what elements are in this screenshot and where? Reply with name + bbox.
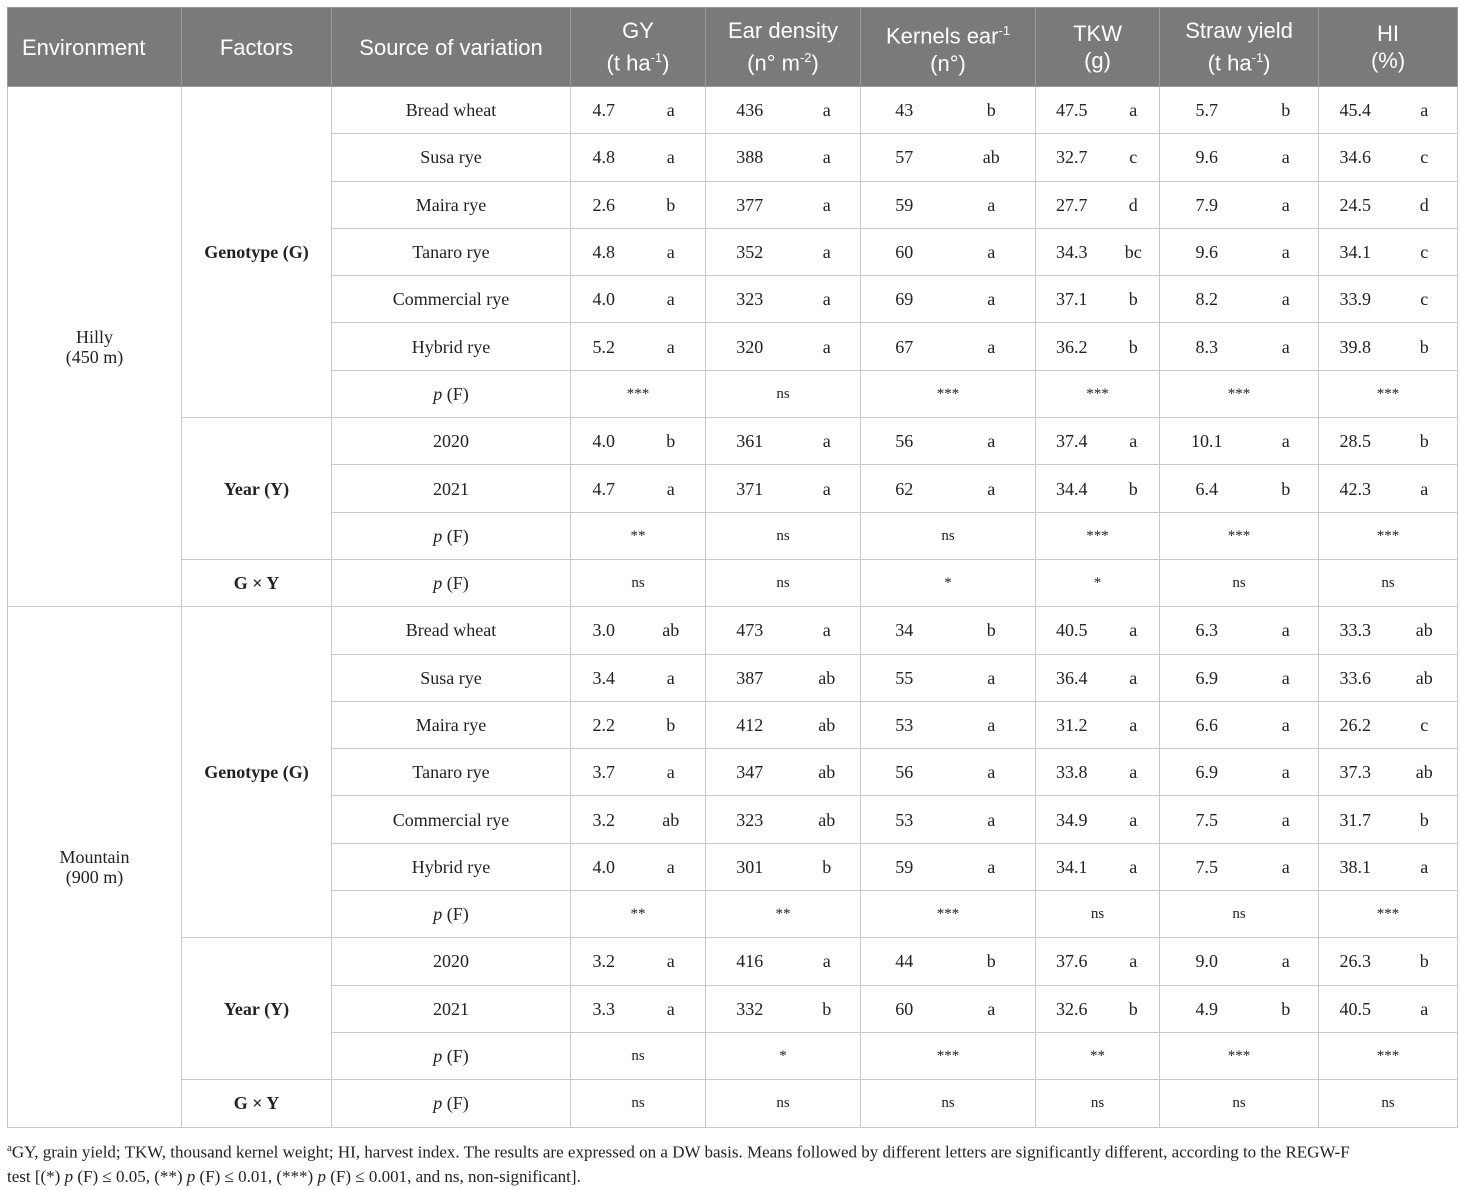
significance-cell: ns	[706, 559, 861, 606]
value-cell: 33.3	[1319, 607, 1392, 654]
letter-cell: ab	[1392, 654, 1458, 701]
source-cell: Commercial rye	[332, 796, 571, 843]
p-label	[332, 891, 571, 938]
value-cell: 34	[861, 607, 948, 654]
significance-cell: ***	[1036, 370, 1160, 417]
letter-cell: a	[1108, 87, 1160, 134]
value-cell: 39.8	[1319, 323, 1392, 370]
source-cell: Maira rye	[332, 181, 571, 228]
letter-cell: a	[1392, 985, 1458, 1032]
significance-cell: ***	[861, 1032, 1036, 1079]
letter-cell: a	[794, 323, 861, 370]
value-cell: 332	[706, 985, 794, 1032]
value-cell: 4.9	[1160, 985, 1254, 1032]
significance-cell: *	[1036, 559, 1160, 606]
footnote: $^a$GY, grain yield; TKW, thousand kernel weight; HI, harvest index. The results are expressed on a DW basis. Means followed by different letters are significantly different, according to the REGW-F test [(*) p (F) ≤ 0.05, (**) p (F) ≤ 0.01, (***) p (F) ≤ 0.001, and ns, non-significant].	[7, 1142, 1350, 1186]
value-cell: 24.5	[1319, 181, 1392, 228]
value-cell: 37.1	[1036, 276, 1108, 323]
letter-cell: b	[1392, 323, 1458, 370]
letter-cell: ab	[948, 134, 1036, 181]
letter-cell: a	[1254, 938, 1319, 985]
letter-cell: a	[794, 938, 861, 985]
value-cell: 37.4	[1036, 418, 1108, 465]
value-cell: 33.9	[1319, 276, 1392, 323]
value-cell: 301	[706, 843, 794, 890]
value-cell: 416	[706, 938, 794, 985]
letter-cell: a	[794, 228, 861, 275]
value-cell: 473	[706, 607, 794, 654]
value-cell: 44	[861, 938, 948, 985]
significance-cell: ***	[1160, 1032, 1319, 1079]
letter-cell: a	[1392, 465, 1458, 512]
significance-cell: **	[571, 512, 706, 559]
environment-altitude: (900 m)	[65, 866, 124, 887]
value-cell: 4.0	[571, 276, 637, 323]
letter-cell: a	[794, 134, 861, 181]
value-cell: 36.2	[1036, 323, 1108, 370]
header-kernels: Kernels ear$^{-1}$ (n°)	[861, 8, 1036, 87]
value-cell: 59	[861, 181, 948, 228]
value-cell: 3.3	[571, 985, 637, 1032]
factor-interaction: G × Y	[182, 559, 332, 606]
source-cell: Tanaro rye	[332, 749, 571, 796]
p-label	[332, 512, 571, 559]
table-row	[8, 559, 1458, 606]
value-cell: 8.3	[1160, 323, 1254, 370]
significance-cell: *	[861, 559, 1036, 606]
letter-cell: ab	[1392, 749, 1458, 796]
letter-cell: ab	[794, 701, 861, 748]
letter-cell: b	[794, 985, 861, 1032]
value-cell: 3.2	[571, 796, 637, 843]
value-cell: 34.3	[1036, 228, 1108, 275]
source-cell: Maira rye	[332, 701, 571, 748]
value-cell: 361	[706, 418, 794, 465]
value-cell: 59	[861, 843, 948, 890]
letter-cell: a	[948, 749, 1036, 796]
letter-cell: b	[948, 938, 1036, 985]
value-cell: 323	[706, 796, 794, 843]
letter-cell: a	[637, 654, 706, 701]
letter-cell: a	[1108, 843, 1160, 890]
letter-cell: a	[1108, 418, 1160, 465]
letter-cell: ab	[1392, 607, 1458, 654]
letter-cell: ab	[637, 796, 706, 843]
significance-cell: ns	[861, 512, 1036, 559]
environment-name: Hilly	[75, 326, 113, 347]
value-cell: 56	[861, 418, 948, 465]
significance-cell: **	[706, 891, 861, 938]
value-cell: 3.2	[571, 938, 637, 985]
letter-cell: a	[948, 323, 1036, 370]
letter-cell: a	[1254, 323, 1319, 370]
value-cell: 34.6	[1319, 134, 1392, 181]
letter-cell: a	[637, 323, 706, 370]
letter-cell: ab	[794, 796, 861, 843]
value-cell: 377	[706, 181, 794, 228]
letter-cell: a	[1254, 418, 1319, 465]
letter-cell: c	[1392, 276, 1458, 323]
value-cell: 387	[706, 654, 794, 701]
factor-genotype: Genotype (G)	[182, 607, 332, 938]
source-cell: 2021	[332, 985, 571, 1032]
f-symbol: (F)	[442, 525, 469, 546]
value-cell: 31.2	[1036, 701, 1108, 748]
value-cell: 34.1	[1319, 228, 1392, 275]
letter-cell: a	[1254, 134, 1319, 181]
header-factors: Factors	[182, 8, 332, 87]
p-label	[332, 1032, 571, 1079]
letter-cell: b	[1254, 465, 1319, 512]
significance-cell: *	[706, 1032, 861, 1079]
significance-cell: ns	[706, 1080, 861, 1127]
value-cell: 31.7	[1319, 796, 1392, 843]
value-cell: 62	[861, 465, 948, 512]
letter-cell: a	[1108, 701, 1160, 748]
letter-cell: b	[637, 418, 706, 465]
value-cell: 56	[861, 749, 948, 796]
value-cell: 26.2	[1319, 701, 1392, 748]
f-symbol: (F)	[442, 1093, 469, 1114]
value-cell: 34.1	[1036, 843, 1108, 890]
letter-cell: a	[637, 465, 706, 512]
letter-cell: a	[794, 607, 861, 654]
environment-cell	[8, 607, 182, 1127]
value-cell: 7.5	[1160, 796, 1254, 843]
letter-cell: a	[948, 276, 1036, 323]
value-cell: 6.9	[1160, 749, 1254, 796]
value-cell: 3.0	[571, 607, 637, 654]
significance-cell: ***	[1319, 512, 1458, 559]
letter-cell: b	[637, 181, 706, 228]
source-cell: Tanaro rye	[332, 228, 571, 275]
letter-cell: b	[1108, 465, 1160, 512]
letter-cell: b	[1108, 323, 1160, 370]
value-cell: 40.5	[1319, 985, 1392, 1032]
value-cell: 6.6	[1160, 701, 1254, 748]
significance-cell: ***	[1319, 370, 1458, 417]
environment-name: Mountain	[59, 846, 130, 867]
source-cell: Bread wheat	[332, 87, 571, 134]
letter-cell: a	[794, 181, 861, 228]
letter-cell: b	[1392, 938, 1458, 985]
letter-cell: b	[1254, 985, 1319, 1032]
value-cell: 53	[861, 796, 948, 843]
letter-cell: a	[794, 276, 861, 323]
environment-altitude: (450 m)	[65, 346, 124, 367]
significance-cell: ns	[571, 1032, 706, 1079]
factor-year: Year (Y)	[182, 938, 332, 1080]
header-gy: GY (t $ha^{-1}$)	[571, 8, 706, 87]
table-header	[8, 8, 1458, 87]
value-cell: 2.6	[571, 181, 637, 228]
value-cell: 60	[861, 985, 948, 1032]
significance-cell: ***	[1036, 512, 1160, 559]
value-cell: 8.2	[1160, 276, 1254, 323]
source-cell: Bread wheat	[332, 607, 571, 654]
source-cell: Susa rye	[332, 654, 571, 701]
letter-cell: a	[1254, 654, 1319, 701]
value-cell: 9.0	[1160, 938, 1254, 985]
value-cell: 323	[706, 276, 794, 323]
significance-cell: ns	[1160, 559, 1319, 606]
source-cell: 2020	[332, 938, 571, 985]
value-cell: 4.7	[571, 465, 637, 512]
letter-cell: a	[948, 843, 1036, 890]
value-cell: 352	[706, 228, 794, 275]
table-body	[8, 87, 1458, 1128]
significance-cell: ns	[571, 559, 706, 606]
header-tkw: TKW (g)	[1036, 8, 1160, 87]
header-source: Source of variation	[332, 8, 571, 87]
header-hi: HI (%)	[1319, 8, 1458, 87]
value-cell: 9.6	[1160, 228, 1254, 275]
significance-cell: ns	[706, 370, 861, 417]
value-cell: 6.3	[1160, 607, 1254, 654]
letter-cell: a	[948, 418, 1036, 465]
value-cell: 2.2	[571, 701, 637, 748]
letter-cell: d	[1392, 181, 1458, 228]
value-cell: 33.6	[1319, 654, 1392, 701]
significance-cell: ns	[861, 1080, 1036, 1127]
letter-cell: b	[1108, 276, 1160, 323]
letter-cell: ab	[794, 654, 861, 701]
p-symbol: p	[433, 525, 443, 546]
value-cell: 3.7	[571, 749, 637, 796]
significance-cell: ***	[861, 370, 1036, 417]
value-cell: 9.6	[1160, 134, 1254, 181]
value-cell: 371	[706, 465, 794, 512]
factor-year: Year (Y)	[182, 418, 332, 560]
p-symbol: p	[433, 1046, 443, 1067]
letter-cell: a	[1254, 749, 1319, 796]
letter-cell: a	[1254, 276, 1319, 323]
value-cell: 57	[861, 134, 948, 181]
significance-cell: ns	[571, 1080, 706, 1127]
source-cell: Commercial rye	[332, 276, 571, 323]
source-cell: Hybrid rye	[332, 323, 571, 370]
f-symbol: (F)	[442, 573, 469, 594]
p-label	[332, 559, 571, 606]
letter-cell: a	[1392, 87, 1458, 134]
value-cell: 45.4	[1319, 87, 1392, 134]
letter-cell: c	[1392, 701, 1458, 748]
environment-cell	[8, 87, 182, 607]
letter-cell: a	[1254, 181, 1319, 228]
value-cell: 347	[706, 749, 794, 796]
f-symbol: (F)	[442, 1046, 469, 1067]
value-cell: 53	[861, 701, 948, 748]
value-cell: 38.1	[1319, 843, 1392, 890]
p-symbol: p	[433, 573, 443, 594]
p-label	[332, 370, 571, 417]
letter-cell: a	[948, 465, 1036, 512]
value-cell: 4.8	[571, 228, 637, 275]
p-label	[332, 1080, 571, 1127]
source-cell: Hybrid rye	[332, 843, 571, 890]
value-cell: 4.8	[571, 134, 637, 181]
letter-cell: b	[948, 87, 1036, 134]
letter-cell: b	[1392, 418, 1458, 465]
value-cell: 34.4	[1036, 465, 1108, 512]
table-row	[8, 1080, 1458, 1127]
letter-cell: a	[1108, 654, 1160, 701]
letter-cell: ab	[794, 749, 861, 796]
significance-cell: ns	[1319, 559, 1458, 606]
letter-cell: c	[1392, 228, 1458, 275]
value-cell: 43	[861, 87, 948, 134]
value-cell: 34.9	[1036, 796, 1108, 843]
value-cell: 60	[861, 228, 948, 275]
p-symbol: p	[433, 383, 443, 404]
value-cell: 42.3	[1319, 465, 1392, 512]
p-symbol: p	[433, 904, 443, 925]
letter-cell: a	[794, 87, 861, 134]
letter-cell: a	[637, 985, 706, 1032]
value-cell: 6.4	[1160, 465, 1254, 512]
significance-cell: ns	[1319, 1080, 1458, 1127]
letter-cell: a	[1254, 701, 1319, 748]
letter-cell: c	[1392, 134, 1458, 181]
significance-cell: ***	[571, 370, 706, 417]
letter-cell: a	[637, 843, 706, 890]
letter-cell: a	[1108, 749, 1160, 796]
factor-interaction: G × Y	[182, 1080, 332, 1127]
letter-cell: a	[637, 228, 706, 275]
value-cell: 28.5	[1319, 418, 1392, 465]
letter-cell: b	[1254, 87, 1319, 134]
value-cell: 26.3	[1319, 938, 1392, 985]
significance-cell: ***	[1319, 891, 1458, 938]
table-row	[8, 938, 1458, 985]
value-cell: 7.5	[1160, 843, 1254, 890]
letter-cell: a	[948, 654, 1036, 701]
letter-cell: c	[1108, 134, 1160, 181]
factor-genotype: Genotype (G)	[182, 87, 332, 418]
value-cell: 69	[861, 276, 948, 323]
value-cell: 320	[706, 323, 794, 370]
letter-cell: a	[637, 749, 706, 796]
value-cell: 5.7	[1160, 87, 1254, 134]
letter-cell: b	[1108, 985, 1160, 1032]
significance-cell: ns	[1160, 891, 1319, 938]
significance-cell: **	[1036, 1032, 1160, 1079]
letter-cell: a	[1392, 843, 1458, 890]
letter-cell: bc	[1108, 228, 1160, 275]
letter-cell: a	[637, 134, 706, 181]
results-table	[7, 7, 1458, 1128]
letter-cell: a	[1254, 228, 1319, 275]
value-cell: 412	[706, 701, 794, 748]
value-cell: 36.4	[1036, 654, 1108, 701]
significance-cell: ns	[1036, 1080, 1160, 1127]
significance-cell: ***	[1319, 1032, 1458, 1079]
letter-cell: a	[1108, 938, 1160, 985]
letter-cell: b	[794, 843, 861, 890]
value-cell: 388	[706, 134, 794, 181]
significance-cell: ***	[1160, 512, 1319, 559]
significance-cell: ns	[1160, 1080, 1319, 1127]
value-cell: 27.7	[1036, 181, 1108, 228]
value-cell: 4.0	[571, 843, 637, 890]
significance-cell: ***	[861, 891, 1036, 938]
value-cell: 32.7	[1036, 134, 1108, 181]
value-cell: 10.1	[1160, 418, 1254, 465]
table-row	[8, 87, 1458, 134]
f-symbol: (F)	[442, 904, 469, 925]
value-cell: 40.5	[1036, 607, 1108, 654]
source-cell: 2020	[332, 418, 571, 465]
letter-cell: a	[948, 701, 1036, 748]
value-cell: 67	[861, 323, 948, 370]
letter-cell: a	[1254, 796, 1319, 843]
letter-cell: ab	[637, 607, 706, 654]
value-cell: 32.6	[1036, 985, 1108, 1032]
letter-cell: a	[637, 938, 706, 985]
letter-cell: b	[948, 607, 1036, 654]
value-cell: 37.6	[1036, 938, 1108, 985]
value-cell: 3.4	[571, 654, 637, 701]
value-cell: 4.7	[571, 87, 637, 134]
letter-cell: a	[948, 796, 1036, 843]
header-ear-density: Ear density (n° $m^{-2}$)	[706, 8, 861, 87]
letter-cell: a	[1254, 607, 1319, 654]
value-cell: 6.9	[1160, 654, 1254, 701]
header-straw-yield: Straw yield (t $ha^{-1}$)	[1160, 8, 1319, 87]
value-cell: 7.9	[1160, 181, 1254, 228]
letter-cell: a	[948, 985, 1036, 1032]
letter-cell: a	[637, 276, 706, 323]
letter-cell: b	[1392, 796, 1458, 843]
letter-cell: d	[1108, 181, 1160, 228]
letter-cell: a	[637, 87, 706, 134]
letter-cell: b	[637, 701, 706, 748]
letter-cell: a	[794, 465, 861, 512]
table-row	[8, 418, 1458, 465]
value-cell: 37.3	[1319, 749, 1392, 796]
p-symbol: p	[433, 1093, 443, 1114]
value-cell: 436	[706, 87, 794, 134]
source-cell: Susa rye	[332, 134, 571, 181]
source-cell: 2021	[332, 465, 571, 512]
f-symbol: (F)	[442, 383, 469, 404]
value-cell: 4.0	[571, 418, 637, 465]
letter-cell: a	[1108, 796, 1160, 843]
letter-cell: a	[1108, 607, 1160, 654]
value-cell: 33.8	[1036, 749, 1108, 796]
significance-cell: ***	[1160, 370, 1319, 417]
significance-cell: ns	[706, 512, 861, 559]
value-cell: 55	[861, 654, 948, 701]
value-cell: 47.5	[1036, 87, 1108, 134]
table-row	[8, 607, 1458, 654]
significance-cell: ns	[1036, 891, 1160, 938]
letter-cell: a	[1254, 843, 1319, 890]
header-environment: Environment	[8, 8, 182, 87]
letter-cell: a	[948, 181, 1036, 228]
significance-cell: **	[571, 891, 706, 938]
letter-cell: a	[948, 228, 1036, 275]
value-cell: 5.2	[571, 323, 637, 370]
letter-cell: a	[794, 418, 861, 465]
